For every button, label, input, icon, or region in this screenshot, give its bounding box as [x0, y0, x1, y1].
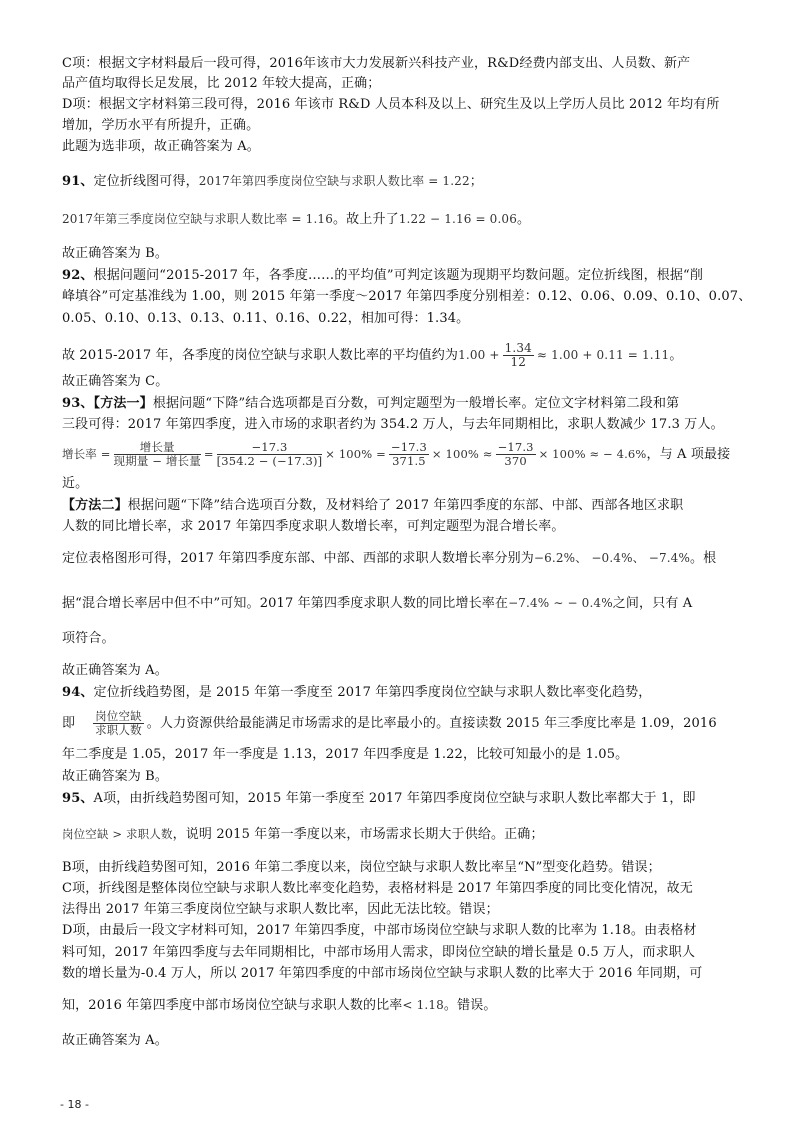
text-segment: 据“混合增长率居中但不中”可知。2017 年第四季度求职人数的同比增长率在	[62, 596, 509, 611]
text-segment: 知，2016 年第四季度中部市场岗位空缺与求职人数的比率	[62, 998, 403, 1013]
text-line: 项符合。	[62, 631, 115, 646]
text-segment: 。	[517, 212, 531, 227]
text-segment: 。	[669, 348, 683, 363]
math-expression: 增长率 =	[62, 447, 111, 461]
fraction-numerator: 增长量	[114, 441, 201, 455]
question-93-line1	[62, 396, 679, 412]
math-expression: ≈ 1.00 + 0.11 = 1.11	[536, 348, 670, 362]
question-94-line2	[62, 710, 717, 737]
fraction-numerator: 岗位空缺	[95, 709, 142, 723]
text-segment: 定位折线趋势图，是 2015 年第一季度至 2017 年第四季度岗位空缺与求职人数比率变化趋势，	[93, 685, 652, 700]
question-92-formula-line	[62, 342, 682, 369]
text-segment: ，说明 2015 年第一季度以来，市场需求长期大于供给。正确；	[172, 827, 544, 842]
math-expression: =	[203, 447, 214, 461]
text-segment: 。故上升了	[333, 212, 399, 227]
text-segment: 根据问题“下降”结合选项百分数，及材料给了 2017 年第四季度的东部、中部、西部各地区求职	[127, 498, 684, 513]
question-93-range-line	[62, 595, 692, 612]
fraction	[389, 441, 429, 468]
question-95-line1	[62, 791, 696, 807]
text-segment: 故 2015-2017 年，各季度的岗位空缺与求职人数比率的平均值约为	[62, 348, 459, 363]
math-expression: × 100% =	[325, 447, 386, 461]
question-94-line1	[62, 685, 651, 701]
question-number: 91、	[62, 174, 94, 189]
text-line: 近。	[62, 476, 89, 491]
math-expression: 2017年第四季度岗位空缺与求职人数比率 = 1.22	[198, 174, 470, 188]
text-line: C项：根据文字材料最后一段可得，2016年该市大力发展新兴科技产业，R&D经费内部支出、人员数、新产	[62, 56, 691, 71]
question-93-formula-line	[62, 441, 730, 468]
answer-line: 故正确答案为 C。	[62, 374, 169, 389]
fraction-denominator: 12	[510, 355, 527, 369]
text-segment: 根据问题“下降”结合选项都是百分数，可判定题型为一般增长率。定位文字材料第二段和第	[152, 396, 680, 411]
fraction-numerator: −17.3	[390, 440, 427, 454]
fraction-denominator: 求职人数	[95, 723, 142, 737]
math-expression: 1.22 − 1.16 = 0.06	[398, 212, 517, 226]
text-line: 法得出 2017 年第三季度岗位空缺与求职人数比率，因此无法比较。错误；	[62, 902, 499, 917]
text-line: 峰填谷”可定基准线为 1.00，则 2015 年第一季度～2017 年第四季度分别相差：0.12、0.06、0.09、0.10、0.07、	[62, 289, 752, 304]
text-line: 此题为选非项，故正确答案为 A。	[62, 139, 260, 154]
text-line: 0.05、0.10、0.13、0.13、0.11、0.16、0.22，相加可得：1.34。	[62, 311, 470, 326]
math-expression: 岗位空缺 > 求职人数	[62, 827, 173, 841]
fraction-numerator: −17.3	[497, 440, 534, 454]
text-segment: ，与 A 项最接	[646, 447, 731, 462]
text-line: D项，由最后一段文字材料可知，2017 年第四季度，中部市场岗位空缺与求职人数的比率为 1.18。由表格材	[62, 923, 697, 938]
fraction	[217, 441, 323, 468]
question-number: 95、	[62, 791, 94, 806]
text-line: D项：根据文字材料第三段可得，2016 年该市 R&D 人员本科及以上、研究生及以上学历人员比 2012 年均有所	[62, 97, 720, 112]
text-line: 年二季度是 1.05，2017 年一季度是 1.13，2017 年四季度是 1.22，比较可知最小的是 1.05。	[62, 747, 629, 762]
text-segment: 。错误。	[443, 998, 497, 1013]
method-label: 【方法一】	[93, 396, 153, 411]
math-expression: × 100% ≈ − 4.6%	[538, 447, 647, 461]
text-segment: 定位折线图可得，	[93, 174, 199, 189]
question-93-rate-line	[62, 550, 716, 567]
math-expression: −7.4% ∼ − 0.4%	[508, 596, 613, 610]
fraction-denominator: [354.2 − (−17.3)]	[216, 454, 323, 468]
fraction-denominator: 现期量 − 增长量	[113, 454, 201, 468]
math-expression: −6.2%、 −0.4%、 −7.4%	[533, 551, 691, 565]
question-93-method2-line	[62, 498, 683, 514]
math-expression: 1.00 +	[458, 348, 500, 362]
text-segment: ；	[469, 174, 483, 189]
text-line: 人数的同比增长率，求 2017 年第四季度求职人数增长率，可判定题型为混合增长率。	[62, 519, 565, 534]
text-line: 数的增长量为-0.4 万人，所以 2017 年第四季度的中部市场岗位空缺与求职人数的比率大于 2016 年同期，可	[62, 966, 703, 981]
question-91-line2	[62, 211, 530, 228]
text-segment: 根据问题问“2015-2017 年，各季度……的平均值”可判定该题为现期平均数问题。定位折线图，根据“削	[93, 268, 703, 283]
question-91-line1	[62, 173, 483, 190]
math-expression: 2017年第三季度岗位空缺与求职人数比率 = 1.16	[62, 212, 333, 226]
fraction	[503, 342, 534, 369]
method-label: 【方法二】	[62, 498, 128, 513]
fraction	[496, 441, 536, 468]
fraction-denominator: 371.5	[392, 454, 426, 468]
question-number: 94、	[62, 685, 94, 700]
answer-line: 故正确答案为 B。	[62, 246, 169, 261]
fraction	[93, 710, 144, 737]
text-segment: A项，由折线趋势图可知，2015 年第一季度至 2017 年第四季度岗位空缺与求职人数比率都大于 1，即	[93, 791, 696, 806]
question-95-line9	[62, 997, 497, 1014]
text-segment: 定位表格图形可得，2017 年第四季度东部、中部、西部的求职人数增长率分别为	[62, 551, 534, 566]
text-segment: 之间，只有 A	[612, 596, 693, 611]
question-number: 92、	[62, 268, 94, 283]
text-segment: 。根	[690, 551, 717, 566]
math-expression: × 100% ≈	[431, 447, 493, 461]
question-95-line2	[62, 826, 544, 843]
text-line: 增加，学历水平有所提升，正确。	[62, 118, 260, 133]
answer-line: 故正确答案为 A。	[62, 663, 168, 678]
text-segment: 。人力资源供给最能满足市场需求的是比率最小的。直接读数 2015 年三季度比率是 1.09，2016	[146, 716, 717, 731]
question-number: 93、	[62, 396, 94, 411]
question-92-line1	[62, 268, 703, 284]
text-line: 品产值均取得长足发展，比 2012 年较大提高，正确；	[62, 76, 381, 91]
page-number: - 18 -	[60, 1098, 89, 1111]
math-expression: < 1.18	[402, 998, 444, 1012]
fraction-numerator: 1.34	[504, 341, 532, 355]
text-line: B项，由折线趋势图可知，2016 年第二季度以来，岗位空缺与求职人数比率呈“N”型变化趋势。错误；	[62, 860, 661, 875]
answer-line: 故正确答案为 A。	[62, 1033, 168, 1048]
text-line: C项，折线图是整体岗位空缺与求职人数比率变化趋势，表格材料是 2017 年第四季度的同比变化情况，故无	[62, 881, 693, 896]
text-line: 三段可得：2017 年第四季度，进入市场的求职者约为 354.2 万人，与去年同期相比，求职人数减少 17.3 万人。	[62, 417, 724, 432]
fraction-denominator: 370	[504, 454, 527, 468]
fraction	[114, 441, 201, 468]
answer-line: 故正确答案为 B。	[62, 769, 169, 784]
text-line: 料可知，2017 年第四季度与去年同期相比，中部市场用人需求，即岗位空缺的增长量是 0.5 万人，而求职人	[62, 945, 696, 960]
text-segment: 即	[62, 716, 76, 731]
fraction-numerator: −17.3	[217, 441, 323, 455]
